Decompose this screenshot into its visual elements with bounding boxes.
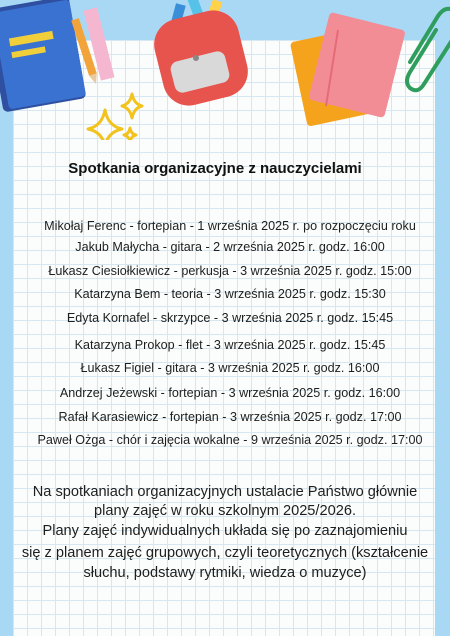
info-line: słuchu, podstawy rytmiki, wiedza o muzyce) xyxy=(83,565,367,581)
meeting-item: Katarzyna Prokop - flet - 3 września 2025 r. godz. 15:45 xyxy=(74,338,386,352)
paperclip-icon xyxy=(407,9,450,90)
meeting-item: Paweł Ożga - chór i zajęcia wokalne - 9 września 2025 r. godz. 17:00 xyxy=(37,433,423,447)
backpack-icon xyxy=(149,0,254,111)
meeting-item: Mikołaj Ferenc - fortepian - 1 września 2025 r. po rozpoczęciu roku xyxy=(44,219,416,233)
meeting-item: Łukasz Figiel - gitara - 3 września 2025 r. godz. 16:00 xyxy=(80,361,380,375)
sparkle-icon xyxy=(88,94,142,140)
meeting-item: Katarzyna Bem - teoria - 3 września 2025 r. godz. 15:30 xyxy=(74,287,386,301)
meeting-item: Edyta Kornafel - skrzypce - 3 września 2025 r. godz. 15:45 xyxy=(66,311,394,325)
page-title: Spotkania organizacyjne z nauczycielami xyxy=(68,160,362,177)
info-line: się z planem zajęć grupowych, czyli teoretycznych (kształcenie xyxy=(21,545,429,561)
meeting-item: Łukasz Ciesiołkiewicz - perkusja - 3 września 2025 r. godz. 15:00 xyxy=(48,264,412,278)
meeting-item: Andrzej Jeżewski - fortepian - 3 września 2025 r. godz. 16:00 xyxy=(59,386,401,400)
pink-notebook-icon xyxy=(308,12,405,118)
meeting-item: Rafał Karasiewicz - fortepian - 3 września 2025 r. godz. 17:00 xyxy=(58,410,402,424)
info-line: Na spotkaniach organizacyjnych ustalacie Państwo głównie xyxy=(32,484,418,500)
info-line: plany zajęć w roku szkolnym 2025/2026. xyxy=(93,503,357,519)
school-supplies-illustration xyxy=(0,0,450,140)
meeting-item: Jakub Małycha - gitara - 2 września 2025 r. godz. 16:00 xyxy=(75,240,385,254)
notebook-icon xyxy=(0,0,86,113)
info-line: Plany zajęć indywidualnych układa się po zaznajomieniu xyxy=(42,523,408,539)
